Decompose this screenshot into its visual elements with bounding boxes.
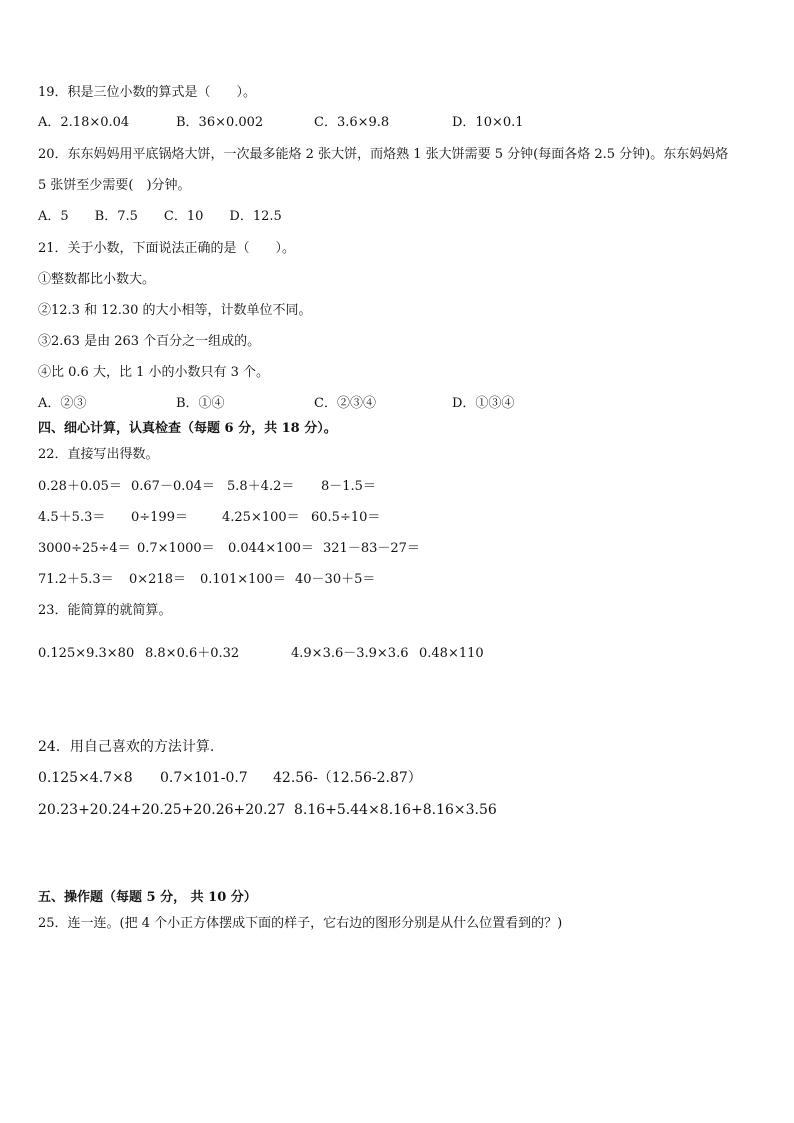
q21-statement-1: ①整数都比小数大。 <box>38 272 156 287</box>
q20-stem-line1: 20．东东妈妈用平底锅烙大饼，一次最多能烙 2 张大饼，而烙熟 1 张大饼需要 5 分钟(每面各烙 2.5 分钟)。东东妈妈烙 <box>38 147 729 162</box>
q24-item: 0.7×101-0.7 <box>160 770 248 786</box>
q22-row-1 <box>38 478 376 496</box>
q24-row-1 <box>38 769 422 787</box>
q19-option-d: D．10×0.1 <box>452 115 524 130</box>
q24-item: 0.125×4.7×8 <box>38 770 133 786</box>
q19-option-c: C．3.6×9.8 <box>314 115 390 130</box>
q25-stem: 25．连一连。(把 4 个小正方体摆成下面的样子，它右边的图形分别是从什么位置看到的？) <box>38 916 563 931</box>
q22-item: 3000÷25÷4＝ <box>38 541 131 556</box>
q20-option-a: A．5 <box>38 209 69 224</box>
q21-statement-3: ③2.63 是由 263 个百分之一组成的。 <box>38 334 261 349</box>
q20-option-b: B．7.5 <box>94 209 138 224</box>
q22-item: 40－30＋5＝ <box>295 572 376 587</box>
q23-item: 0.125×9.3×80 <box>38 646 135 661</box>
q22-row-2 <box>38 509 380 527</box>
q22-item: 0.28＋0.05＝ <box>38 479 122 494</box>
q24-row-2 <box>38 801 497 819</box>
q22-item: 0.67－0.04＝ <box>131 479 215 494</box>
q19-option-b: B．36×0.002 <box>176 115 264 130</box>
q22-row-3 <box>38 540 420 558</box>
q22-item: 71.2＋5.3＝ <box>38 572 114 587</box>
q20-stem-line2: 5 张饼至少需要( )分钟。 <box>38 178 191 193</box>
q20-option-d: D．12.5 <box>229 209 282 224</box>
q22-item: 0÷199＝ <box>131 510 188 525</box>
q23-item: 0.48×110 <box>419 646 484 661</box>
q19-options <box>38 114 524 132</box>
q23-items <box>38 645 484 663</box>
q21-stem: 21．关于小数，下面说法正确的是（ ）。 <box>38 241 296 256</box>
q24-stem: 24．用自己喜欢的方法计算. <box>38 739 215 755</box>
q19-option-a: A．2.18×0.04 <box>38 115 130 130</box>
q22-stem: 22．直接写出得数。 <box>38 447 159 462</box>
q22-item: 4.25×100＝ <box>222 510 300 525</box>
q22-item: 321－83－27＝ <box>323 541 420 556</box>
q23-stem: 23．能简算的就简算。 <box>38 603 172 618</box>
q21-statement-4: ④比 0.6 大，比 1 小的小数只有 3 个。 <box>38 365 270 380</box>
q24-item: 20.23+20.24+20.25+20.26+20.27 <box>38 802 286 818</box>
q22-item: 0.7×1000＝ <box>137 541 215 556</box>
section-5-title: 五、操作题（每题 5 分， 共 10 分） <box>38 890 257 905</box>
q21-option-a: A．②③ <box>38 396 87 411</box>
q20-option-c: C．10 <box>163 209 204 224</box>
q21-options <box>38 395 514 413</box>
q22-item: 8－1.5＝ <box>321 479 376 494</box>
q22-item: 4.5＋5.3＝ <box>38 510 106 525</box>
q22-item: 0.101×100＝ <box>200 572 286 587</box>
q22-item: 60.5÷10＝ <box>311 510 381 525</box>
q21-option-b: B．①④ <box>176 396 225 411</box>
q20-options <box>38 208 282 226</box>
q24-item: 42.56-（12.56-2.87） <box>273 770 422 786</box>
q21-option-c: C．②③④ <box>314 396 376 411</box>
section-4-title: 四、细心计算，认真检查（每题 6 分，共 18 分）。 <box>38 421 337 436</box>
q22-item: 0×218＝ <box>129 572 186 587</box>
q21-statement-2: ②12.3 和 12.30 的大小相等，计数单位不同。 <box>38 303 312 318</box>
q24-item: 8.16+5.44×8.16+8.16×3.56 <box>294 802 497 818</box>
q22-item: 5.8＋4.2＝ <box>227 479 295 494</box>
q22-item: 0.044×100＝ <box>228 541 314 556</box>
q23-item: 8.8×0.6＋0.32 <box>145 646 240 661</box>
q19-stem: 19．积是三位小数的算式是（ ）。 <box>38 85 257 100</box>
q22-row-4 <box>38 571 375 589</box>
q23-item: 4.9×3.6－3.9×3.6 <box>291 646 409 661</box>
q21-option-d: D．①③④ <box>452 396 515 411</box>
